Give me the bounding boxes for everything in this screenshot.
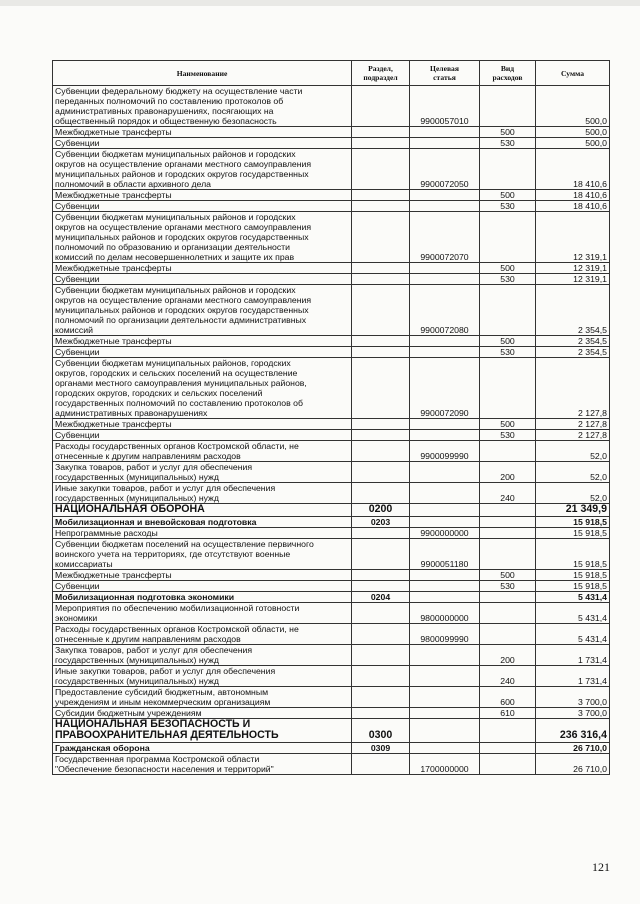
cell-target: 9800000000 (410, 602, 480, 623)
table-row (53, 686, 610, 707)
cell-section (352, 86, 410, 127)
cell-target: 9900099990 (410, 441, 480, 462)
cell-kind (480, 285, 536, 336)
cell-section (352, 441, 410, 462)
cell-sum: 15 918,5 (536, 527, 610, 538)
cell-target (410, 274, 480, 285)
cell-kind: 530 (480, 274, 536, 285)
cell-target (410, 707, 480, 718)
cell-kind (480, 753, 536, 774)
cell-kind (480, 358, 536, 419)
cell-section (352, 580, 410, 591)
table-row (53, 623, 610, 644)
cell-section (352, 201, 410, 212)
cell-sum: 5 431,4 (536, 591, 610, 602)
table-row (53, 665, 610, 686)
cell-name: Мероприятия по обеспечению мобилизационной готовности экономики (53, 602, 352, 623)
cell-sum: 1 731,4 (536, 665, 610, 686)
table-row (53, 347, 610, 358)
cell-kind: 500 (480, 127, 536, 138)
table-row (53, 644, 610, 665)
cell-sum: 5 431,4 (536, 602, 610, 623)
cell-section: 0309 (352, 742, 410, 753)
cell-sum: 5 431,4 (536, 623, 610, 644)
cell-kind (480, 504, 536, 517)
cell-section (352, 483, 410, 504)
table-row (53, 462, 610, 483)
cell-section: 0300 (352, 718, 410, 742)
cell-sum: 2 127,8 (536, 430, 610, 441)
table-row (53, 483, 610, 504)
cell-target: 9900072070 (410, 212, 480, 263)
cell-name: Субвенции (53, 274, 352, 285)
table-row (53, 591, 610, 602)
cell-target: 1700000000 (410, 753, 480, 774)
cell-sum: 236 316,4 (536, 718, 610, 742)
cell-section (352, 190, 410, 201)
table-row (53, 336, 610, 347)
cell-sum: 500,0 (536, 127, 610, 138)
cell-name: Мобилизационная и вневойсковая подготовка (53, 516, 352, 527)
cell-kind: 530 (480, 201, 536, 212)
cell-sum: 12 319,1 (536, 263, 610, 274)
cell-kind (480, 86, 536, 127)
cell-target (410, 201, 480, 212)
cell-sum: 21 349,9 (536, 504, 610, 517)
cell-name: Иные закупки товаров, работ и услуг для обеспечения государственных (муниципальных) нужд (53, 665, 352, 686)
cell-sum: 2 127,8 (536, 358, 610, 419)
cell-section (352, 285, 410, 336)
table-row (53, 580, 610, 591)
cell-name: Межбюджетные трансферты (53, 419, 352, 430)
page-number: 121 (592, 860, 610, 874)
cell-kind (480, 742, 536, 753)
cell-section (352, 538, 410, 569)
cell-name: Субсидии бюджетным учреждениям (53, 707, 352, 718)
cell-name: Субвенции бюджетам муниципальных районов, городских округов, городских и сельских поселений на осуществление органами местного самоуправления муниципальных районов, городских округов, городских и сельских поселений государственных полномочий по составлению протоколов об административных правонарушениях (53, 358, 352, 419)
table-row (53, 201, 610, 212)
cell-name: Межбюджетные трансферты (53, 336, 352, 347)
table-row (53, 419, 610, 430)
cell-name: Субвенции бюджетам поселений на осуществление первичного воинского учета на территориях, где отсутствуют военные комиссариаты (53, 538, 352, 569)
cell-kind: 240 (480, 665, 536, 686)
cell-section (352, 149, 410, 190)
cell-target: 9900057010 (410, 86, 480, 127)
cell-name: Гражданская оборона (53, 742, 352, 753)
cell-sum: 15 918,5 (536, 580, 610, 591)
cell-kind (480, 516, 536, 527)
cell-name: Субвенции (53, 430, 352, 441)
cell-section (352, 569, 410, 580)
cell-target (410, 686, 480, 707)
cell-target (410, 580, 480, 591)
cell-kind: 610 (480, 707, 536, 718)
table-header-row (53, 61, 610, 86)
table-row (53, 285, 610, 336)
cell-name: Субвенции (53, 138, 352, 149)
cell-sum: 1 731,4 (536, 644, 610, 665)
cell-target (410, 419, 480, 430)
cell-name: Закупка товаров, работ и услуг для обеспечения государственных (муниципальных) нужд (53, 644, 352, 665)
table-row (53, 138, 610, 149)
cell-section (352, 430, 410, 441)
cell-target (410, 138, 480, 149)
cell-section (352, 707, 410, 718)
cell-section (352, 623, 410, 644)
cell-target (410, 516, 480, 527)
cell-target (410, 347, 480, 358)
cell-sum: 18 410,6 (536, 149, 610, 190)
cell-kind: 500 (480, 336, 536, 347)
cell-sum: 15 918,5 (536, 516, 610, 527)
cell-sum: 18 410,6 (536, 190, 610, 201)
cell-sum: 18 410,6 (536, 201, 610, 212)
cell-section (352, 212, 410, 263)
cell-section: 0204 (352, 591, 410, 602)
cell-sum: 52,0 (536, 483, 610, 504)
cell-section (352, 419, 410, 430)
table-row (53, 263, 610, 274)
cell-kind: 200 (480, 462, 536, 483)
cell-name: Межбюджетные трансферты (53, 190, 352, 201)
cell-kind (480, 538, 536, 569)
cell-sum: 2 354,5 (536, 347, 610, 358)
cell-target: 9800099990 (410, 623, 480, 644)
cell-target (410, 263, 480, 274)
cell-name: Субвенции бюджетам муниципальных районов и городских округов на осуществление органами местного самоуправления муниципальных районов и городских округов государственных полномочий по организации деятельности административных комиссий (53, 285, 352, 336)
cell-name: Субвенции бюджетам муниципальных районов и городских округов на осуществление органами местного самоуправления муниципальных районов и городских округов государственных полномочий по образованию и организации деятельности комиссий по делам несовершеннолетних и защите их прав (53, 212, 352, 263)
cell-name: Иные закупки товаров, работ и услуг для обеспечения государственных (муниципальных) нужд (53, 483, 352, 504)
column-header-section: Раздел, подраздел (352, 61, 410, 86)
cell-kind: 200 (480, 644, 536, 665)
table-row (53, 212, 610, 263)
cell-target (410, 336, 480, 347)
budget-table (52, 60, 610, 775)
cell-kind (480, 623, 536, 644)
cell-kind: 530 (480, 138, 536, 149)
cell-name: Субвенции (53, 201, 352, 212)
cell-sum: 15 918,5 (536, 538, 610, 569)
cell-sum: 2 354,5 (536, 336, 610, 347)
cell-section: 0200 (352, 504, 410, 517)
cell-kind (480, 602, 536, 623)
cell-target: 9900072050 (410, 149, 480, 190)
cell-sum: 52,0 (536, 441, 610, 462)
cell-kind: 530 (480, 347, 536, 358)
cell-target (410, 504, 480, 517)
cell-kind (480, 591, 536, 602)
table-row (53, 149, 610, 190)
cell-sum: 500,0 (536, 138, 610, 149)
table-row (53, 707, 610, 718)
table-row (53, 718, 610, 742)
cell-section (352, 602, 410, 623)
cell-target (410, 462, 480, 483)
table-row (53, 358, 610, 419)
cell-sum: 3 700,0 (536, 707, 610, 718)
scan-edge (0, 0, 640, 6)
cell-section (352, 753, 410, 774)
cell-section (352, 127, 410, 138)
cell-name: Субвенции федеральному бюджету на осуществление части переданных полномочий по составлению протоколов об административных правонарушениях, посягающих на общественный порядок и общественную безопасность (53, 86, 352, 127)
cell-target (410, 742, 480, 753)
cell-target: 9900072090 (410, 358, 480, 419)
cell-target: 9900072080 (410, 285, 480, 336)
cell-name: Субвенции (53, 347, 352, 358)
cell-kind: 600 (480, 686, 536, 707)
cell-name: Расходы государственных органов Костромской области, не отнесенные к другим направлениям расходов (53, 623, 352, 644)
cell-name: Межбюджетные трансферты (53, 127, 352, 138)
cell-sum: 26 710,0 (536, 753, 610, 774)
cell-name: Межбюджетные трансферты (53, 263, 352, 274)
cell-kind: 500 (480, 263, 536, 274)
table-row (53, 538, 610, 569)
cell-target (410, 718, 480, 742)
cell-name: Закупка товаров, работ и услуг для обеспечения государственных (муниципальных) нужд (53, 462, 352, 483)
cell-name: Мобилизационная подготовка экономики (53, 591, 352, 602)
cell-sum: 15 918,5 (536, 569, 610, 580)
cell-kind (480, 212, 536, 263)
table-row (53, 127, 610, 138)
cell-kind (480, 441, 536, 462)
cell-kind: 500 (480, 419, 536, 430)
cell-target (410, 569, 480, 580)
table-row (53, 753, 610, 774)
cell-name: Субвенции бюджетам муниципальных районов и городских округов на осуществление органами местного самоуправления муниципальных районов и городских округов государственных полномочий в области архивного дела (53, 149, 352, 190)
cell-section (352, 274, 410, 285)
cell-name: Непрограммные расходы (53, 527, 352, 538)
table-row (53, 602, 610, 623)
table-row (53, 190, 610, 201)
table-row (53, 441, 610, 462)
cell-name: НАЦИОНАЛЬНАЯ ОБОРОНА (53, 504, 352, 517)
column-header-kind: Вид расходов (480, 61, 536, 86)
table-row (53, 742, 610, 753)
cell-name: Предоставление субсидий бюджетным, автономным учреждениям и иным некоммерческим организациям (53, 686, 352, 707)
table-row (53, 274, 610, 285)
cell-section (352, 336, 410, 347)
table-row (53, 527, 610, 538)
cell-target: 9900000000 (410, 527, 480, 538)
cell-section (352, 138, 410, 149)
cell-target (410, 644, 480, 665)
cell-name: Субвенции (53, 580, 352, 591)
column-header-target: Целевая статья (410, 61, 480, 86)
cell-sum: 12 319,1 (536, 274, 610, 285)
cell-target: 9900051180 (410, 538, 480, 569)
cell-sum: 52,0 (536, 462, 610, 483)
cell-name: Государственная программа Костромской области "Обеспечение безопасности населения и территорий" (53, 753, 352, 774)
cell-target (410, 127, 480, 138)
table-row (53, 86, 610, 127)
cell-section (352, 462, 410, 483)
table-row (53, 430, 610, 441)
cell-sum: 26 710,0 (536, 742, 610, 753)
cell-kind: 240 (480, 483, 536, 504)
cell-name: Межбюджетные трансферты (53, 569, 352, 580)
cell-name: НАЦИОНАЛЬНАЯ БЕЗОПАСНОСТЬ И ПРАВООХРАНИТЕЛЬНАЯ ДЕЯТЕЛЬНОСТЬ (53, 718, 352, 742)
cell-section (352, 686, 410, 707)
cell-section (352, 347, 410, 358)
cell-section: 0203 (352, 516, 410, 527)
table-row (53, 569, 610, 580)
cell-target (410, 190, 480, 201)
cell-section (352, 263, 410, 274)
cell-section (352, 358, 410, 419)
cell-name: Расходы государственных органов Костромской области, не отнесенные к другим направлениям расходов (53, 441, 352, 462)
cell-target (410, 430, 480, 441)
table-row (53, 516, 610, 527)
cell-target (410, 483, 480, 504)
column-header-sum: Сумма (536, 61, 610, 86)
cell-kind: 500 (480, 190, 536, 201)
cell-sum: 12 319,1 (536, 212, 610, 263)
cell-kind (480, 718, 536, 742)
cell-sum: 2 127,8 (536, 419, 610, 430)
cell-kind (480, 149, 536, 190)
cell-section (352, 527, 410, 538)
cell-sum: 500,0 (536, 86, 610, 127)
table-row (53, 504, 610, 517)
cell-section (352, 665, 410, 686)
cell-kind: 500 (480, 569, 536, 580)
column-header-name: Наименование (53, 61, 352, 86)
cell-target (410, 591, 480, 602)
cell-kind: 530 (480, 430, 536, 441)
cell-kind (480, 527, 536, 538)
cell-sum: 2 354,5 (536, 285, 610, 336)
cell-kind: 530 (480, 580, 536, 591)
cell-target (410, 665, 480, 686)
cell-section (352, 644, 410, 665)
cell-sum: 3 700,0 (536, 686, 610, 707)
